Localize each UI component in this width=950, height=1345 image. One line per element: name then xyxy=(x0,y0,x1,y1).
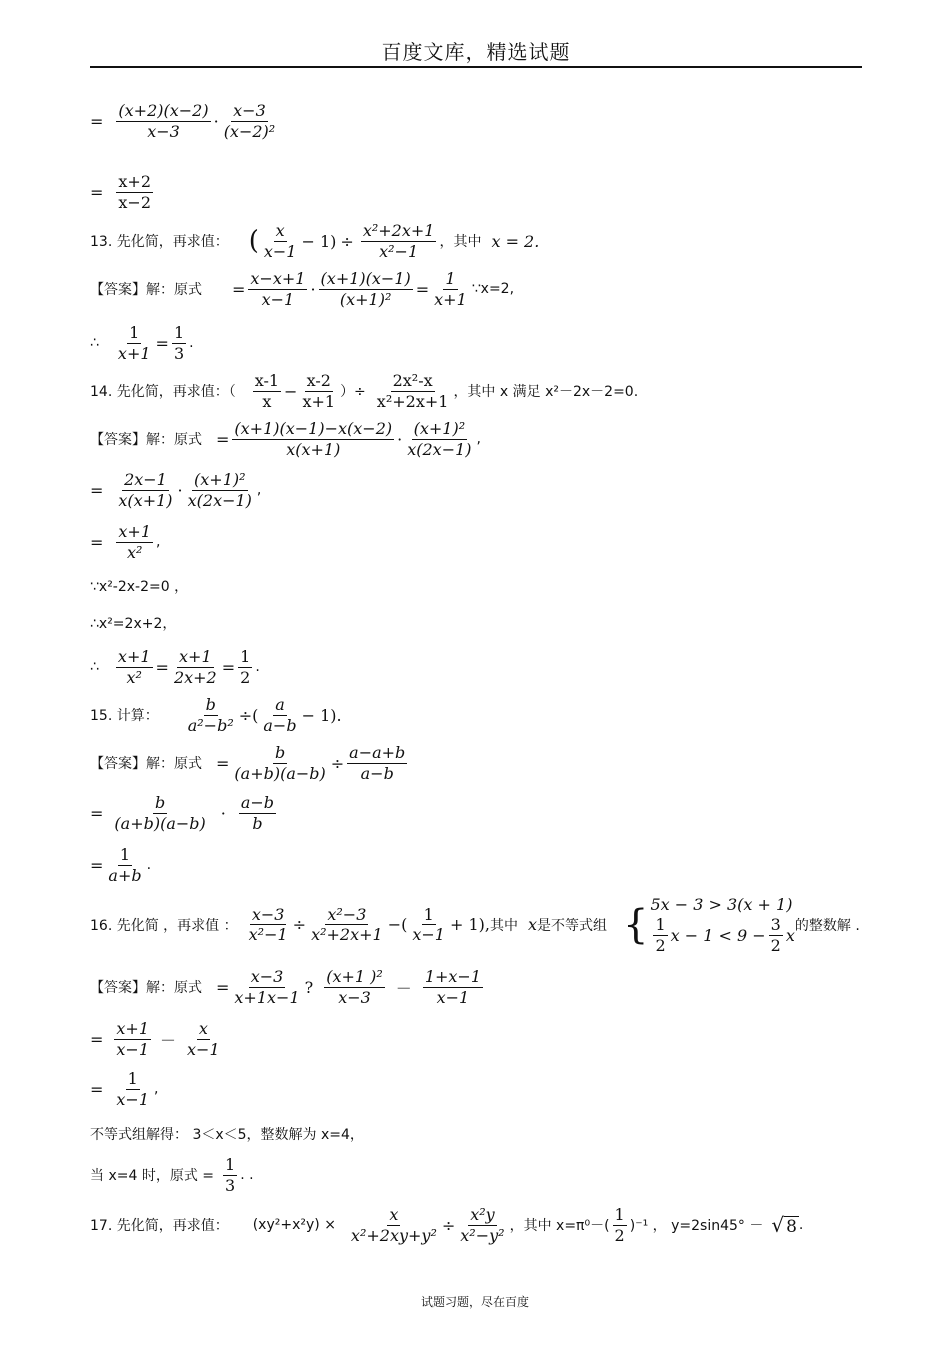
question-17: 17. 先化简，再求值： (xy²+x²y) × $\frac{x}{\text{x²+2xy+y²}}$ ÷ $\frac{\text{x²y}}{\text{x²−y²}}$ ，其中 x=π⁰－( $\frac{1}{2}$ )⁻¹ ， y=2sin45° － √ 8 . xyxy=(90,1205,804,1245)
step-line: = $\frac{2x-1}{x(x+1)}$ · $\frac{\text{(x+1)²}}{x(2x-1)}$ , xyxy=(90,470,262,510)
question-15: 15. 计算： $\frac{b}{\text{a²−b²}}$ ÷( $\frac{a}{a-b}$ − 1). xyxy=(90,695,342,735)
question-16: 16. 先化简 ，再求值 ： $\frac{x-3}{\text{x²−1}}$ ÷ $\frac{\text{x²−3}}{\text{x²+2x+1}}$ −( $\frac{1}{x-1}$ + 1), 其中 x 是不等式组 { 5x − 3 > 3(x + 1) $\frac{1}{2}$ x − 1 < 9 − $\frac{3}{2}$ x 的整数解 . xyxy=(90,895,860,955)
step-line: = $\frac{(x+2)(x-2)}{x-3}$ · $\frac{x-3}{\text{(x−2)²}}$ xyxy=(90,101,276,141)
step-line: = $\frac{1}{x-1}$ , xyxy=(90,1069,159,1109)
inequality-system: { 5x − 3 > 3(x + 1) $\frac{1}{2}$ x − 1 < 9 − $\frac{3}{2}$ x xyxy=(623,895,795,955)
answer-15: 【答案】解：原式 = $\frac{b}{(a+b)(a-b)}$ ÷ $\frac{a-a+b}{a-b}$ xyxy=(90,743,406,783)
header-rule xyxy=(90,66,862,68)
answer-13-result: ∴ $\frac{1}{x+1}$ = $\frac{1}{3}$ . xyxy=(90,323,194,363)
page-footer: 试题习题，尽在百度 xyxy=(420,1295,529,1309)
answer-14-result: ∴ $\frac{x+1}{\text{x²}}$ = $\frac{x+1}{2x+2}$ = $\frac{1}{2}$ . xyxy=(90,647,260,687)
step-line: = $\frac{b}{(a+b)(a-b)}$ · $\frac{a-b}{b}$ xyxy=(90,793,275,833)
step-line: = $\frac{x+1}{\text{x²}}$ , xyxy=(90,522,161,562)
page-header: 百度文库，精选试题 xyxy=(381,40,571,64)
step-line: = $\frac{x+1}{x-1}$ － $\frac{x}{x-1}$ xyxy=(90,1019,220,1059)
sqrt-expression: √ 8 xyxy=(771,1213,797,1238)
question-14: 14. 先化简，再求值：（ $\frac{x-1}{x}$ − $\frac{x-2}{x+1}$ ）÷ $\frac{\text{2x²-x}}{\text{x²+2x+1}}$ ，其中 x 满足 x²－2x－2=0. xyxy=(90,371,639,411)
answer-16-result: 当 x=4 时，原式 = $\frac{1}{3}$ . . xyxy=(90,1155,254,1195)
answer-15-result: = $\frac{1}{a+b}$ . xyxy=(90,845,152,885)
answer-14: 【答案】解：原式 = $\frac{(x+1)(x-1)-x(x-2)}{x(x+1)}$ · $\frac{\text{(x+1)²}}{x(2x-1)}$ , xyxy=(90,419,481,459)
step-line: 不等式组解得： 3＜x＜5，整数解为 x=4， xyxy=(90,1127,364,1143)
answer-13: 【答案】解：原式 = $\frac{x-x+1}{x-1}$ · $\frac{(x+1)(x-1)}{\text{(x+1)²}}$ = $\frac{1}{x+1}$ ∵x=2, xyxy=(90,269,515,309)
step-line: ∵x²-2x-2=0 ， xyxy=(90,579,189,595)
question-13: 13. 先化简，再求值： ( $\frac{x}{x-1}$ − 1) ÷ $\frac{\text{x²+2x+1}}{\text{x²−1}}$ ，其中 x = 2. xyxy=(90,221,540,261)
answer-16: 【答案】解：原式 = $\frac{x-3}{x+1x-1}$ ? $\frac{\text{(x+1 )²}}{x-3}$ － $\frac{1+x-1}{x-1}$ xyxy=(90,967,482,1007)
step-line: ∴x²=2x+2， xyxy=(90,616,177,632)
step-line: = $\frac{x+2}{x-2}$ xyxy=(90,172,152,212)
